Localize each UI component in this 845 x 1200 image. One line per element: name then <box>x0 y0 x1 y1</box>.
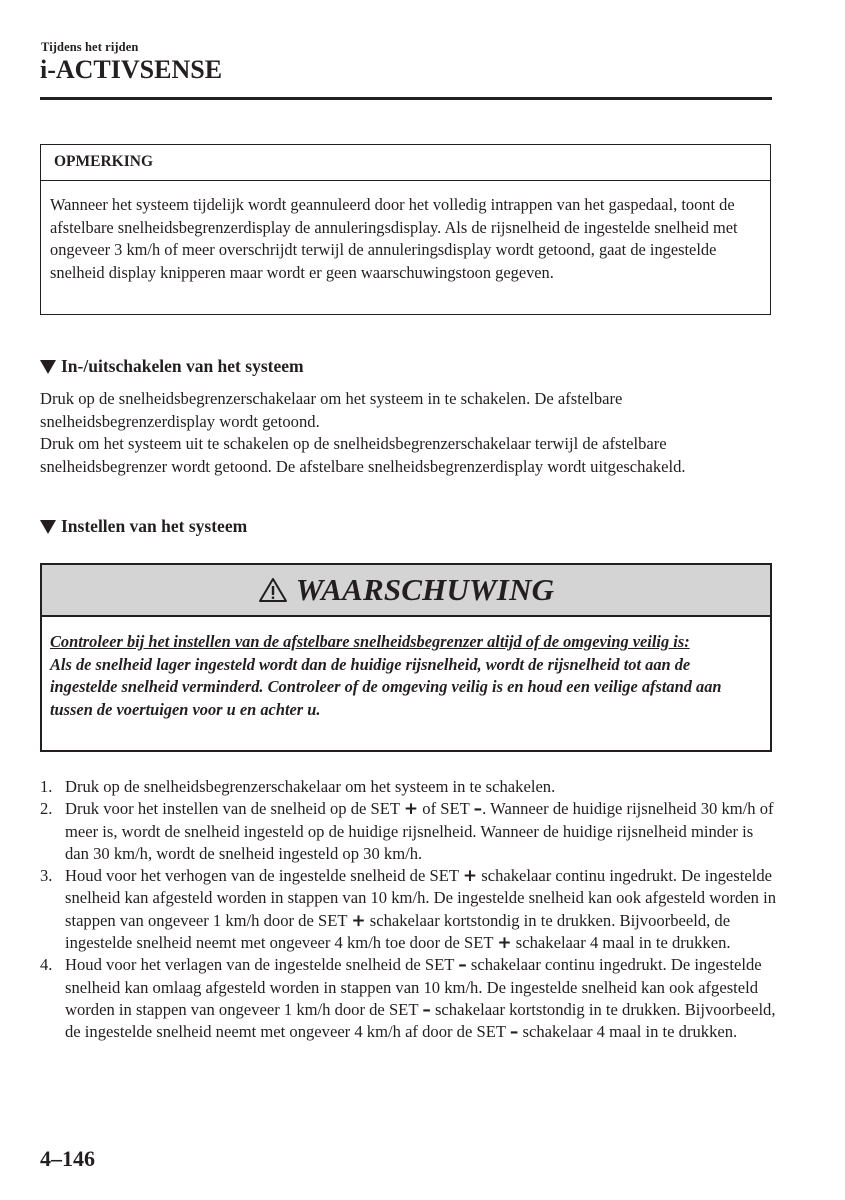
triangle-bullet-icon <box>40 360 56 374</box>
triangle-bullet-icon <box>40 520 56 534</box>
warning-title: WAARSCHUWING <box>295 572 555 607</box>
note-heading: OPMERKING <box>41 145 770 181</box>
warning-body-text: Als de snelheid lager ingesteld wordt dan de huidige rijsnelheid, wordt de rijsnelheid tot aan de ingestelde snelheid verminderd. Controleer of de omgeving veilig is en houd een veilige afstand aan tussen de voertuigen voor u en achter u. <box>50 654 722 720</box>
step-text: Druk op de snelheidsbegrenzerschakelaar om het systeem in te schakelen. <box>65 777 556 796</box>
list-item <box>40 865 780 954</box>
warning-box <box>40 563 772 752</box>
minus-icon: – <box>473 799 483 820</box>
plus-icon: + <box>462 866 478 887</box>
step-number: 3. <box>40 866 53 886</box>
warning-triangle-icon <box>258 577 288 603</box>
plus-icon: + <box>497 933 512 954</box>
step-text: Houd voor het verhogen van de ingestelde snelheid de SET + schakelaar continu ingedrukt. De ingestelde snelheid kan afgesteld worden in stappen van 10 km/h. De ingestelde snelheid kan ook afgesteld worden in stappen van ongeveer 1 km/h door de SET + schakelaar kortstondig in te drukken. Bijvoorbeeld, de ingestelde snelheid neemt met ongeveer 4 km/h toe door de SET + schakelaar 4 maal in te drukken. <box>65 866 777 954</box>
step-number: 1. <box>40 777 53 796</box>
step-text: Houd voor het verlagen van de ingestelde snelheid de SET – schakelaar continu ingedrukt. De ingestelde snelheid kan omlaag afgesteld worden in stappen van 10 km/h. De ingestelde snelheid kan ook afgesteld worden in stappen van ongeveer 1 km/h door de SET – schakelaar kortstondig in te drukken. Bijvoorbeeld, de ingestelde snelheid neemt met ongeveer 4 km/h af door de SET – schakelaar 4 maal in te drukken. <box>65 955 776 1043</box>
section-heading-text: Instellen van het systeem <box>61 516 248 536</box>
list-item <box>40 776 780 798</box>
page-number: 4–146 <box>40 1146 95 1171</box>
plus-icon: + <box>403 799 419 820</box>
page-title: i-ACTIVSENSE <box>40 55 223 84</box>
steps-list <box>40 776 780 1044</box>
warning-header <box>42 565 770 617</box>
paragraph: Druk op de snelheidsbegrenzerschakelaar om het systeem in te schakelen. De afstelbare snelheidsbegrenzerdisplay wordt getoond. <box>40 389 623 431</box>
warning-text <box>42 617 770 722</box>
header-divider <box>40 97 772 100</box>
note-box <box>40 144 771 315</box>
minus-icon: – <box>422 999 431 1020</box>
list-item <box>40 954 780 1043</box>
step-number: 4. <box>40 955 53 975</box>
warning-underlined-text: Controleer bij het instellen van de afstelbare snelheidsbegrenzer altijd of de omgeving veilig is: <box>50 632 690 651</box>
section-heading-setup <box>40 516 247 537</box>
minus-icon: – <box>509 1022 519 1043</box>
section-toggle-body <box>40 388 780 478</box>
section-label: Tijdens het rijden <box>41 40 139 54</box>
plus-icon: + <box>351 910 366 931</box>
minus-icon: – <box>458 955 467 976</box>
list-item <box>40 798 780 865</box>
note-text: Wanneer het systeem tijdelijk wordt geannuleerd door het volledig intrappen van het gaspedaal, toont de afstelbare snelheidsbegrenzerdisplay de annuleringsdisplay. Als de rijsnelheid de ingestelde snelheid met ongeveer 3 km/h of meer overschrijdt terwijl de annuleringsdisplay wordt getoond, gaat de ingestelde snelheid display knipperen maar wordt er geen waarschuwingstoon gegeven. <box>50 195 738 282</box>
paragraph: Druk om het systeem uit te schakelen op de snelheidsbegrenzerschakelaar terwijl de afstelbare snelheidsbegrenzer wordt getoond. De afstelbare snelheidsbegrenzerdisplay wordt uitgeschakeld. <box>40 434 686 476</box>
step-text: Druk voor het instellen van de snelheid op de SET + of SET –. Wanneer de huidige rijsnelheid 30 km/h of meer is, wordt de snelheid ingesteld op de huidige rijsnelheid. Wanneer de huidige rijsnelheid minder is dan 30 km/h, wordt de snelheid ingesteld op 30 km/h. <box>65 799 774 863</box>
step-number: 2. <box>40 799 53 819</box>
section-heading-text: In-/uitschakelen van het systeem <box>61 356 304 376</box>
section-heading-toggle <box>40 356 304 377</box>
